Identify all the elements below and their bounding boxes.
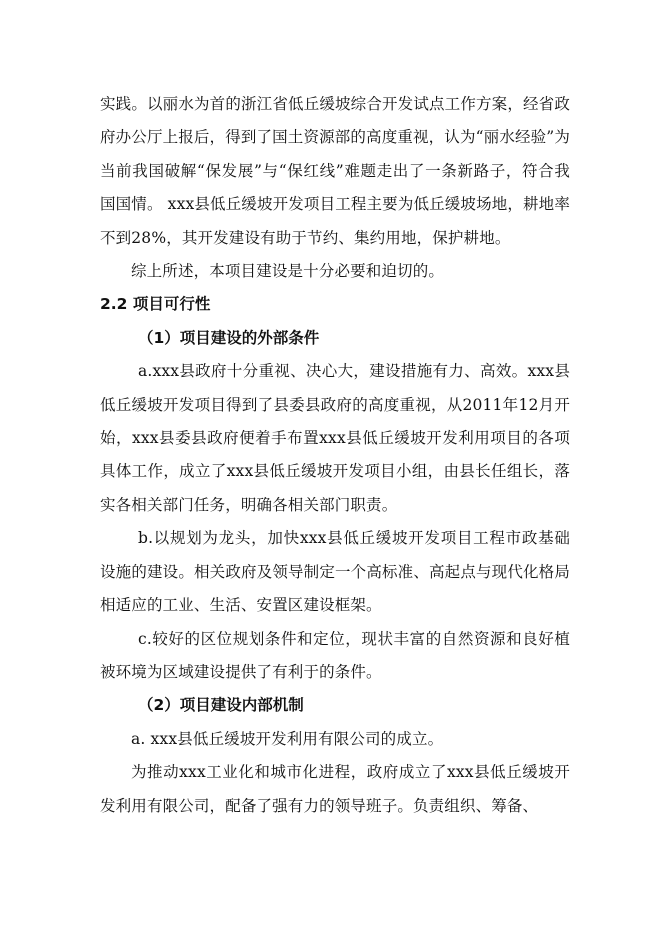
paragraph-company-established: a. xxx县低丘缓坡开发利用有限公司的成立。: [131, 729, 444, 748]
paragraph-item-c: c.较好的区位规划条件和定位，现状丰富的自然资源和良好植被环境为区域建设提供了有利于的条件。: [100, 629, 570, 681]
paragraph-item-b: b.以规划为龙头，加快xxx县低丘缓坡开发项目工程市政基础设施的建设。相关政府及领导制定一个高标准、高起点与现代化格局相适应的工业、生活、安置区建设框架。: [100, 529, 570, 615]
paragraph-conclusion: 综上所述，本项目建设是十分必要和迫切的。: [131, 262, 445, 281]
paragraph-item-a: a.xxx县政府十分重视、决心大，建设措施有力、高效。xxx县低丘缓坡开发项目得到了县委县政府的高度重视，从2011年12月开始，xxx县委县政府便着手布置xxx县低丘缓坡开发利用项目的各项具体工作，成立了xxx县低丘缓坡开发项目小组，由县长任组长，落实各相关部门任务，明确各相关部门职责。: [100, 362, 570, 514]
document-body: [100, 88, 570, 823]
section-heading: 2.2 项目可行性: [100, 295, 211, 314]
paragraph-continuation: 实践。以丽水为首的浙江省低丘缓坡综合开发试点工作方案，经省政府办公厅上报后，得到了国土资源部的高度重视，认为“丽水经验”为当前我国破解“保发展”与“保红线”难题走出了一条新路子，符合我国国情。 xxx县低丘缓坡开发项目工程主要为低丘缓坡场地，耕地率不到28%，其开发建设有助于节约、集约用地，保护耕地。: [100, 95, 571, 247]
paragraph-company-purpose: 为推动xxx工业化和城市化进程，政府成立了xxx县低丘缓坡开发利用有限公司，配备了强有力的领导班子。负责组织、筹备、: [100, 763, 570, 815]
subsection-heading-internal: （2）项目建设内部机制: [138, 696, 304, 715]
subsection-heading-external: （1）项目建设的外部条件: [138, 328, 320, 347]
